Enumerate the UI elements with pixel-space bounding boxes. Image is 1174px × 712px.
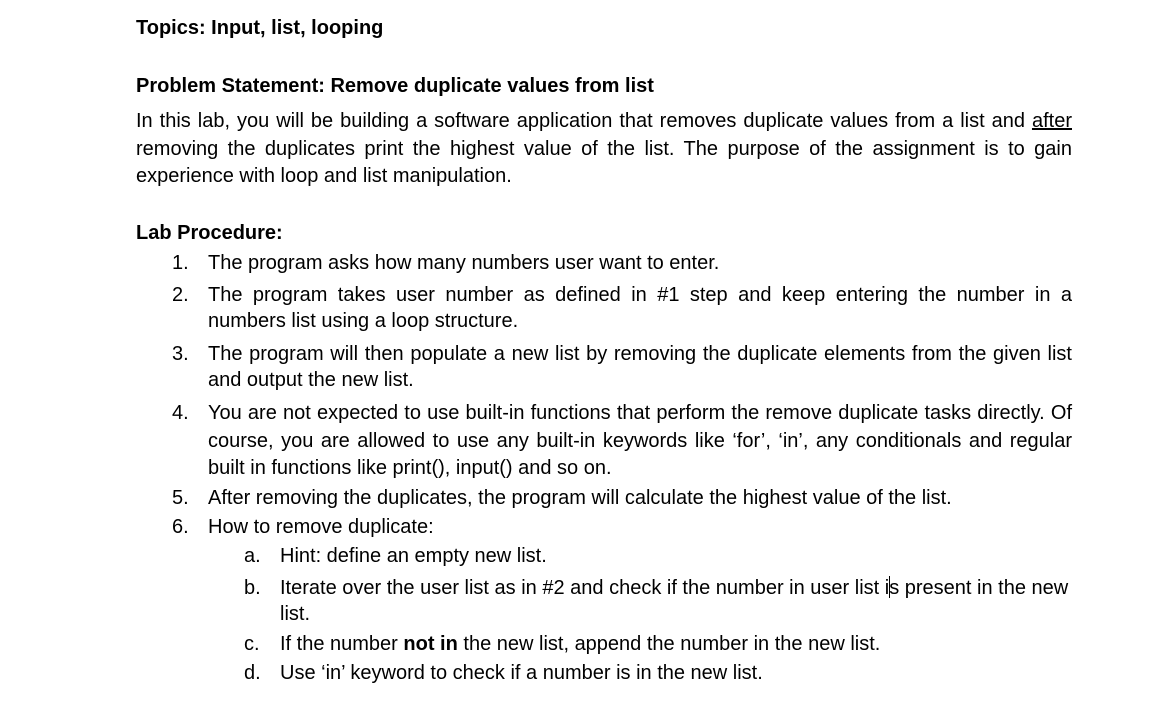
sub-list-item-text: Use ‘in’ keyword to check if a number is in the new list.	[280, 662, 763, 684]
sub-list-item-text	[280, 575, 1072, 627]
sub-item-c-text-start: If the number	[280, 633, 404, 655]
sub-item-b-text-start: Iterate over the user list as in #2 and check if the number in user list i	[280, 577, 890, 599]
topics-heading: Topics: Input, list, looping	[136, 17, 384, 39]
list-item-number: 5.	[172, 487, 189, 509]
sub-list-item-text	[280, 631, 1072, 658]
list-item-text: The program asks how many numbers user want to enter.	[208, 252, 720, 274]
list-item-text: The program will then populate a new list by removing the duplicate elements from the given list and output the new list.	[208, 343, 1072, 391]
intro-underlined-word: after	[1031, 110, 1072, 132]
list-item-number: 2.	[172, 284, 189, 306]
list-item-text: After removing the duplicates, the program will calculate the highest value of the list.	[208, 487, 952, 509]
list-item-text: You are not expected to use built-in functions that perform the remove duplicate tasks directly. Of course, you are allowed to use any built-in keywords like ‘for’, ‘in’, any conditionals and regular built in functions like print(), input() and so on.	[208, 402, 1072, 479]
sub-item-c-text-end: the new list, append the number in the new list.	[457, 633, 881, 655]
list-item-text: The program takes user number as defined in #1 step and keep entering the number in a numbers list using a loop structure.	[208, 284, 1072, 332]
list-item-number: 3.	[172, 343, 189, 365]
sub-list-item-letter: a.	[244, 545, 261, 567]
list-item-number: 1.	[172, 252, 189, 274]
sub-list-item-letter: d.	[244, 662, 261, 684]
list-item-number: 6.	[172, 516, 189, 538]
sub-item-b-text-end: s present in the new list.	[280, 577, 1069, 625]
sub-list-item-letter: c.	[244, 633, 260, 655]
intro-paragraph	[136, 108, 1072, 191]
intro-text-part1: In this lab, you will be building a software application that removes duplicate values from a list and	[136, 110, 1032, 132]
sub-item-c-bold-text: not in	[403, 633, 458, 655]
problem-statement-heading: Problem Statement: Remove duplicate values from list	[136, 75, 654, 97]
sub-list-item-text: Hint: define an empty new list.	[280, 545, 547, 567]
intro-text-part2: removing the duplicates print the highest value of the list. The purpose of the assignment is to gain experience with loop and list manipulation.	[136, 137, 1072, 187]
list-item-text: How to remove duplicate:	[208, 516, 434, 538]
list-item-number: 4.	[172, 402, 189, 424]
lab-procedure-heading: Lab Procedure:	[136, 222, 283, 244]
sub-list-item-letter: b.	[244, 577, 261, 599]
